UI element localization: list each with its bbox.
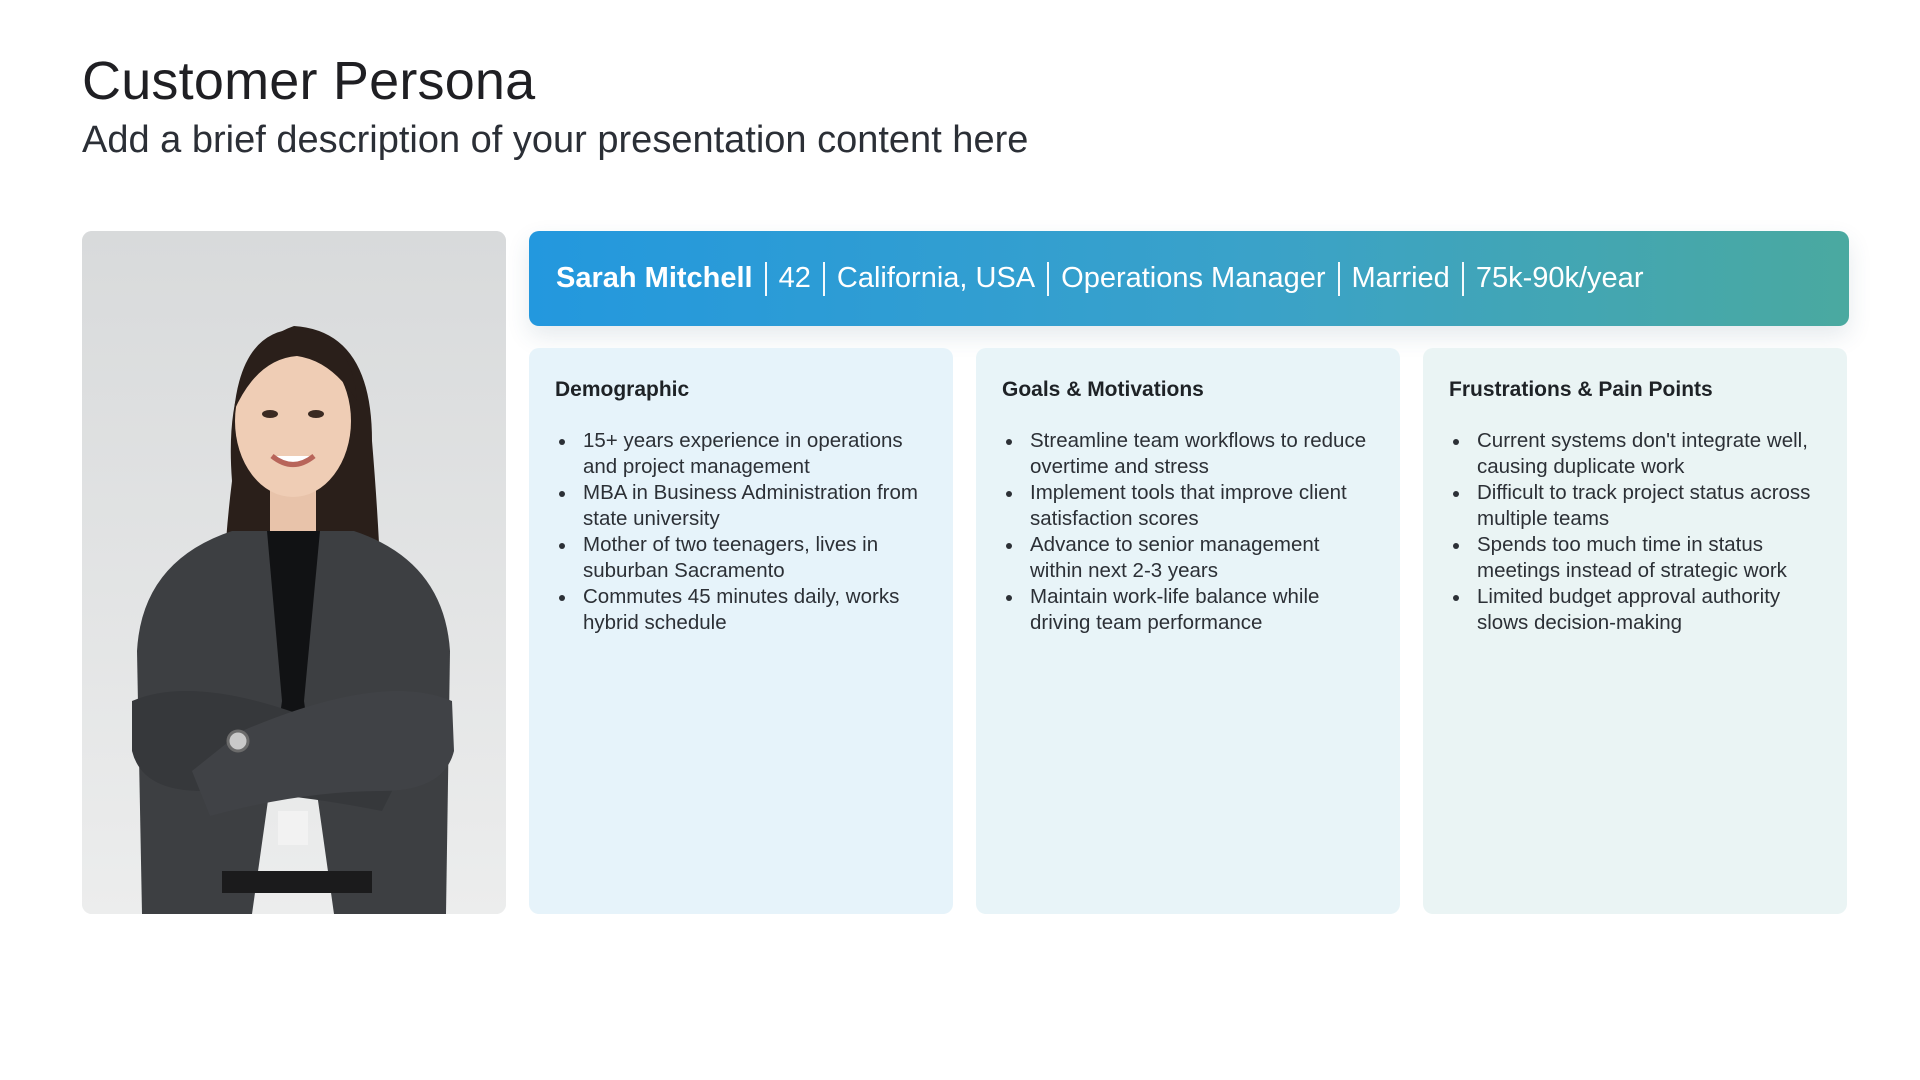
persona-income: 75k-90k/year [1475,262,1644,294]
list-item-text: Maintain work-life balance while driving team performance [1030,585,1320,634]
list-item [1449,532,1821,584]
persona-photo [82,231,506,914]
bullet-icon [559,439,565,445]
separator [823,262,825,296]
list-item [1002,532,1374,584]
bullet-icon [559,543,565,549]
card-title: Goals & Motivations [1002,378,1204,401]
list-item [1449,480,1821,532]
card-list [1002,428,1374,636]
list-item-text: Spends too much time in status meetings instead of strategic work [1477,533,1787,582]
bullet-icon [1006,595,1012,601]
bullet-icon [559,491,565,497]
separator [1047,262,1049,296]
card-list [555,428,927,636]
persona-header-bar [529,231,1849,326]
list-item-text: Mother of two teenagers, lives in suburban Sacramento [583,533,879,582]
list-item-text: Streamline team workflows to reduce overtime and stress [1030,429,1367,478]
bullet-icon [1453,595,1459,601]
persona-photo-illustration [82,231,506,914]
list-item-text: Commutes 45 minutes daily, works hybrid schedule [583,585,900,634]
bullet-icon [1006,439,1012,445]
list-item [1002,584,1374,636]
bullet-icon [1453,439,1459,445]
list-item-text: 15+ years experience in operations and project management [583,429,903,478]
card-title: Frustrations & Pain Points [1449,378,1713,401]
persona-location: California, USA [836,262,1036,294]
list-item [1449,584,1821,636]
list-item-text: Advance to senior management within next 2-3 years [1030,533,1320,582]
list-item [1002,480,1374,532]
separator [765,262,767,296]
persona-role: Operations Manager [1061,262,1326,294]
persona-status: Married [1351,262,1450,294]
card-frustrations-pain-points [1423,348,1847,914]
page-title: Customer Persona [82,51,536,111]
card-title: Demographic [555,378,690,401]
list-item [1002,428,1374,480]
list-item-text: Limited budget approval authority slows decision-making [1477,585,1781,634]
list-item [555,428,927,480]
page-subtitle: Add a brief description of your presentation content here [82,119,1029,161]
bullet-icon [1453,491,1459,497]
list-item [555,532,927,584]
list-item [555,584,927,636]
list-item-text: Difficult to track project status across multiple teams [1477,481,1811,530]
bullet-icon [1453,543,1459,549]
bullet-icon [1006,491,1012,497]
card-demographic [529,348,953,914]
card-list [1449,428,1821,636]
list-item-text: MBA in Business Administration from state university [583,481,918,530]
bullet-icon [559,595,565,601]
separator [1462,262,1464,296]
bullet-icon [1006,543,1012,549]
card-goals-motivations [976,348,1400,914]
list-item-text: Current systems don't integrate well, causing duplicate work [1477,429,1808,478]
list-item [1449,428,1821,480]
persona-name: Sarah Mitchell [556,262,753,294]
persona-age: 42 [778,262,811,294]
separator [1338,262,1340,296]
list-item-text: Implement tools that improve client satisfaction scores [1030,481,1347,530]
list-item [555,480,927,532]
